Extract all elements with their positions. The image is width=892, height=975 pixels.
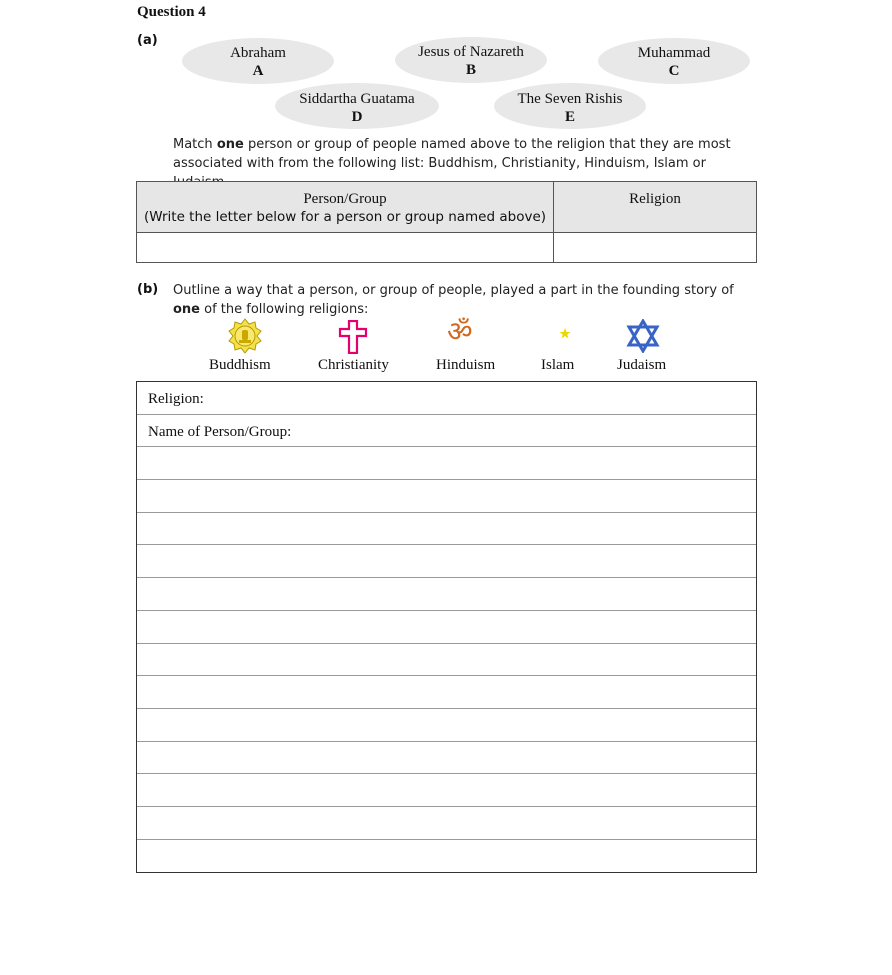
person-option-abraham: [182, 38, 334, 84]
writing-line[interactable]: [137, 545, 756, 578]
instruction-text: person or group of people named above to the religion that they are most associated with from the following list: Buddhism, Christianity, Hinduism, Islam or: [173, 137, 731, 171]
crescent-star-icon: [540, 317, 576, 351]
person-letter: B: [465, 62, 476, 78]
person-option-seven-rishis: [494, 83, 646, 129]
religion-answer-label: Religion:: [148, 391, 204, 407]
religion-header-title: Religion: [629, 191, 681, 207]
religion-answer-line[interactable]: [137, 382, 756, 415]
instruction-emphasis: one: [173, 302, 201, 317]
writing-line[interactable]: [137, 676, 756, 709]
person-group-header-title: Person/Group: [303, 191, 387, 207]
person-name: Jesus of Nazareth: [418, 44, 524, 60]
writing-line[interactable]: [137, 578, 756, 611]
instruction-text: of the following religions:: [200, 302, 369, 317]
instruction-text: Outline a way that a person, or group of people, played a part in the founding story of: [173, 283, 734, 298]
instruction-text: Match: [173, 137, 217, 152]
dharma-wheel-icon: [228, 318, 262, 354]
matching-table: [136, 181, 757, 263]
question-title: Question 4: [137, 4, 206, 20]
person-letter: D: [351, 109, 363, 125]
writing-line[interactable]: [137, 709, 756, 742]
person-name: Abraham: [230, 45, 286, 61]
writing-line[interactable]: [137, 513, 756, 546]
person-name: Siddartha Guatama: [299, 91, 415, 107]
answer-box: [136, 381, 757, 873]
om-icon: ॐ: [447, 315, 473, 348]
writing-line[interactable]: [137, 774, 756, 807]
person-group-header: [137, 182, 554, 233]
person-answer-label: Name of Person/Group:: [148, 423, 292, 440]
person-option-siddartha: [275, 83, 439, 129]
instruction-emphasis: one: [216, 137, 244, 152]
writing-line[interactable]: [137, 807, 756, 840]
religion-label-judaism: Judaism: [617, 357, 667, 373]
writing-line[interactable]: [137, 742, 756, 775]
writing-line[interactable]: [137, 480, 756, 513]
religion-header: [554, 182, 757, 233]
religion-label-islam: Islam: [541, 357, 575, 373]
writing-line[interactable]: [137, 644, 756, 677]
writing-line[interactable]: [137, 611, 756, 644]
religion-label-buddhism: Buddhism: [209, 357, 271, 373]
religion-label-christianity: Christianity: [318, 357, 389, 373]
writing-line[interactable]: [137, 447, 756, 480]
star-of-david-icon: [626, 319, 660, 353]
person-answer-line[interactable]: [137, 415, 756, 448]
person-option-jesus: [395, 37, 547, 83]
person-letter: E: [564, 109, 575, 125]
religion-label-hinduism: Hinduism: [436, 357, 496, 373]
part-a-label: (a): [137, 33, 158, 48]
person-name: The Seven Rishis: [517, 91, 623, 107]
religion-answer-cell[interactable]: [554, 233, 757, 263]
person-letter: C: [668, 63, 680, 79]
writing-line[interactable]: [137, 840, 756, 873]
person-group-header-note: (Write the letter below for a person or group named above): [143, 209, 547, 225]
person-option-muhammad: [598, 38, 750, 84]
person-letter: A: [252, 63, 264, 79]
cross-icon: [338, 320, 368, 354]
person-name: Muhammad: [637, 45, 711, 61]
person-group-answer-cell[interactable]: [137, 233, 554, 263]
part-b-label: (b): [137, 282, 159, 297]
